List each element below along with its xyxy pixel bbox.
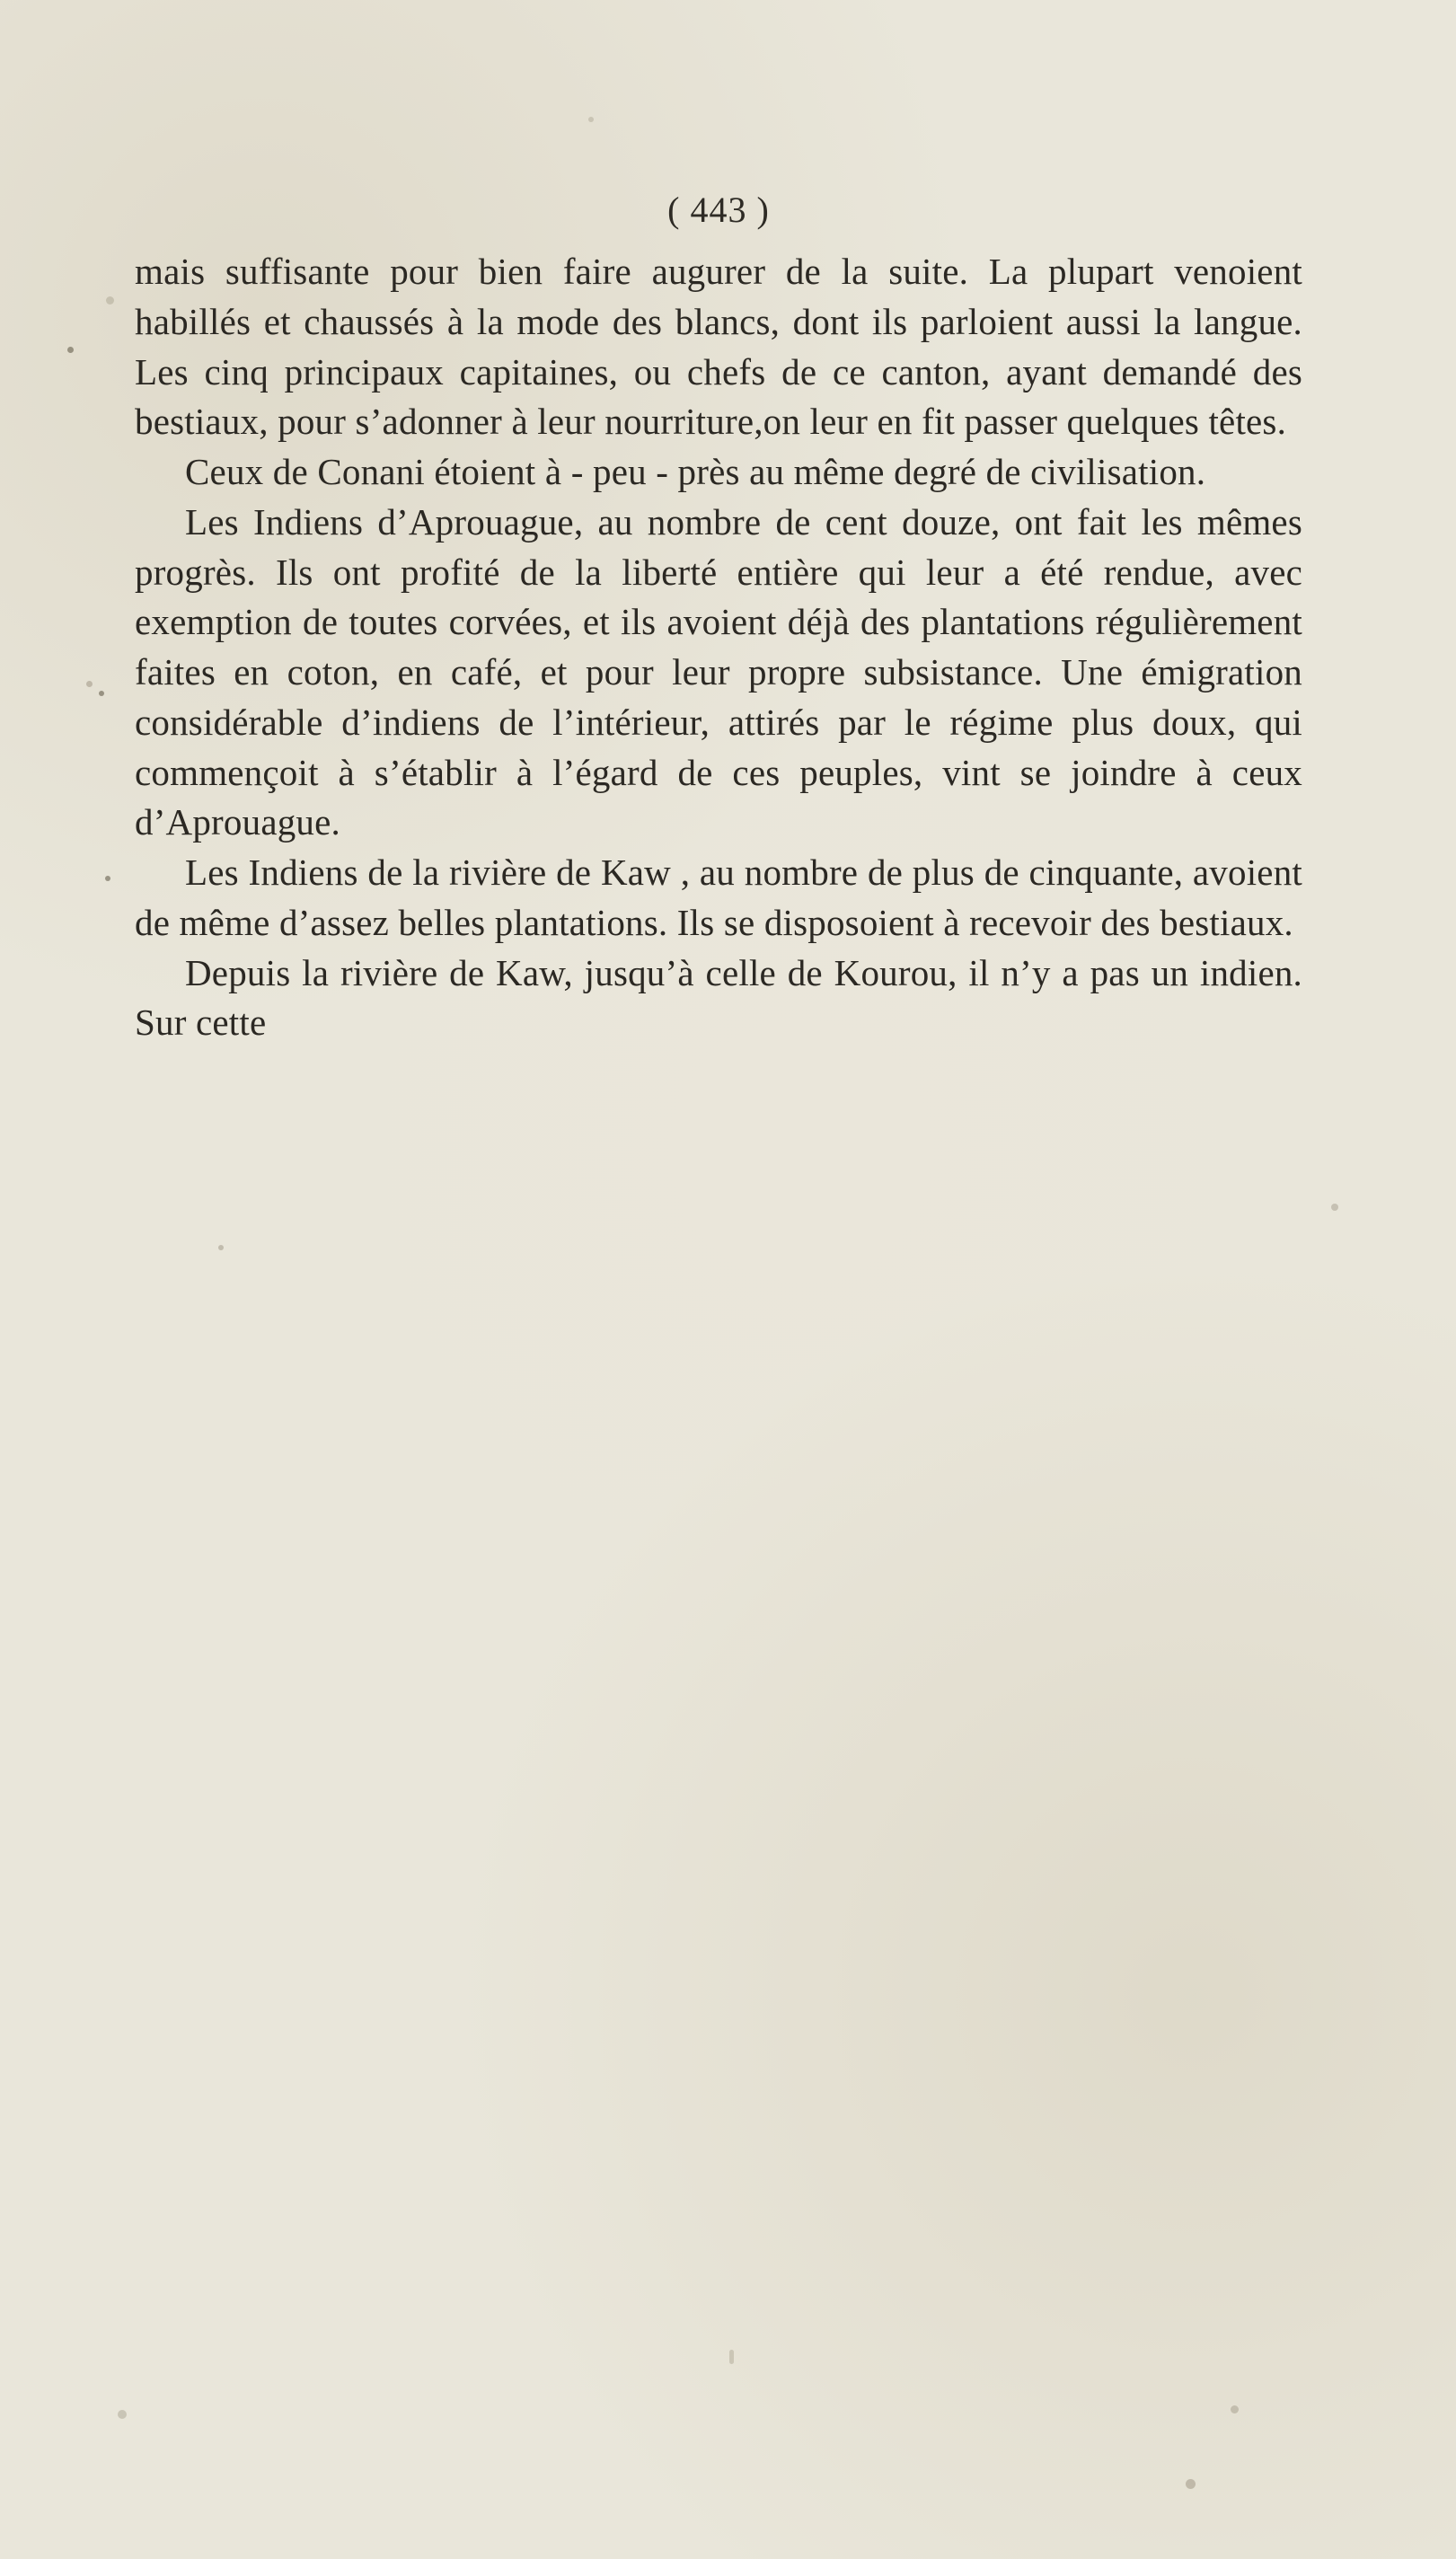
- paper-speckle: [588, 117, 594, 122]
- paragraph: Depuis la rivière de Kaw, jusqu’à celle de Kourou, il n’y a pas un indien. Sur cette: [135, 951, 1302, 1044]
- paragraph: mais suffisante pour bien faire augurer de la suite. La plupart venoient habillés et chaussés à la mode des blancs, dont ils parloient aussi la langue. Les cinq principaux capitaines, ou chefs de ce canton, ayant demandé des bestiaux, pour s’adonner à leur nourriture,on leur en fit passer quelques têtes.: [135, 251, 1302, 443]
- page-number: ( 443 ): [667, 190, 770, 230]
- paragraph: Les Indiens d’Aprouague, au nombre de cent douze, ont fait les mêmes progrès. Ils ont profité de la liberté entière qui leur a été rendue, avec exemption de toutes corvées, et ils avoient déjà des plantations régulièrement faites en coton, en café, et pour leur propre subsistance. Une émigration considérable d’indiens de l’intérieur, attirés par le régime plus doux, qui commençoit à s’établir à l’égard de ces peuples, vint se joindre à ceux d’Aprouague.: [135, 500, 1302, 843]
- paper-speckle: [1331, 1204, 1338, 1211]
- paragraph: Les Indiens de la rivière de Kaw , au nombre de plus de cinquante, avoient de même d’assez belles plantations. Ils se disposoient à recevoir des bestiaux.: [135, 852, 1302, 943]
- paragraph: Ceux de Conani étoient à - peu - près au même degré de civilisation.: [185, 451, 1206, 492]
- paper-speckle: [118, 2410, 127, 2419]
- margin-ink-dot: [67, 347, 74, 353]
- paper-speckle: [86, 681, 93, 687]
- paper-speckle: [1231, 2405, 1239, 2413]
- paper-speckle: [106, 296, 114, 304]
- paper-speckle: [729, 2350, 734, 2364]
- margin-ink-dot: [105, 876, 110, 881]
- paper-speckle: [1186, 2479, 1196, 2489]
- page-text-block: [135, 189, 1302, 1048]
- margin-ink-dot: [99, 691, 104, 696]
- paper-speckle: [218, 1245, 224, 1250]
